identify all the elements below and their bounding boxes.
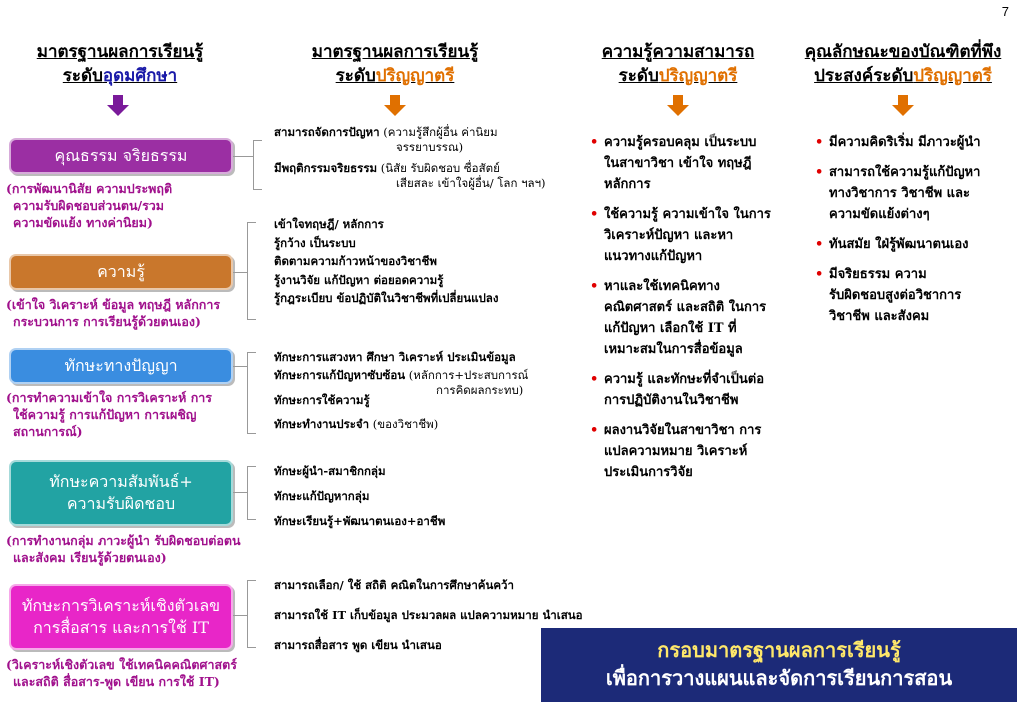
outcome-item: รู้กว้าง เป็นระบบ [274,235,356,250]
outcome-note: (ของวิชาชีพ) [369,417,439,431]
outcome-item: ทักษะแก้ปัญหากลุ่ม [274,489,370,503]
ability-line: หลักการ [604,177,651,192]
connector-line [233,615,247,616]
attribute-item [815,132,1020,153]
header-bachelor-standard [285,40,505,88]
header-prefix: ระดับ [62,66,103,86]
outcome-note: (ความรู้สึกผู้อื่น ค่านิยม [379,125,498,139]
outcome-group-ethics [274,125,546,191]
header-highlight: ปริญญาตรี [658,66,738,86]
desc-line: สถานการณ์) [13,424,83,439]
outcome-bold: มีพฤติกรรมจริยธรรม [274,161,378,175]
bullet-icon: • [590,135,599,150]
outcome-bold: สามารถจัดการปัญหา [274,125,380,139]
attribute-line: สามารถใช้ความรู้แก้ปัญหา [829,165,981,180]
ability-line: หาและใช้เทคนิคทาง [604,279,720,294]
bracket [247,466,256,520]
outcome-item [274,417,528,432]
page-number: 7 [1001,4,1009,19]
attribute-line: ทันสมัย ใฝ่รู้พัฒนาตนเอง [829,237,969,252]
attributes-list [815,132,1020,327]
ability-item [590,420,800,483]
bracket [247,222,256,320]
attribute-line: มีจริยธรรม ความ [829,267,927,282]
bullet-icon: • [590,207,599,222]
ability-line: ใช้ความรู้ ความเข้าใจ ในการ [604,207,771,222]
header-line: มาตรฐานผลการเรียนรู้ [36,42,204,62]
domain-knowledge [9,254,233,290]
domain-title: ทักษะการวิเคราะห์เชิงตัวเลข [21,596,221,615]
outcome-group-interpersonal [274,459,445,534]
ability-line: แนวทางแก้ปัญหา [604,249,703,264]
ability-line: ในสาขาวิชา เข้าใจ ทฤษฎี [604,156,752,171]
ability-item [590,204,800,267]
header-abilities [578,40,778,88]
domain-title: ทักษะความสัมพันธ์+ [49,472,193,491]
desc-line: (เข้าใจ วิเคราะห์ ข้อมูล ทฤษฎี หลักการ [6,297,221,312]
attribute-line: รับผิดชอบสูงต่อวิชาการ [829,288,962,303]
header-line: ความรู้ความสามารถ [601,42,755,62]
outcome-bold: ทักษะทำงานประจำ [274,417,370,431]
domain-ethics-desc [6,180,246,231]
ability-line: ความรู้ครอบคลุม เป็นระบบ [604,135,757,150]
outcome-note: (นิสัย รับผิดชอบ ซื่อสัตย์ [377,161,500,175]
domain-numerical-it [9,584,233,650]
ability-line: คณิตศาสตร์ และสถิติ ในการ [604,300,767,315]
bullet-icon: • [815,165,824,180]
header-highlight: อุดมศึกษา [102,66,178,86]
attribute-line: ความขัดแย้งต่างๆ [829,207,930,222]
domain-cognitive [9,348,233,384]
bullet-icon: • [815,237,824,252]
bullet-icon: • [590,423,599,438]
ability-line: การปฏิบัติงานในวิชาชีพ [604,393,739,408]
domain-title: คุณธรรม จริยธรรม [54,146,188,165]
outcome-item: รู้งานวิจัย แก้ปัญหา ต่อยอดความรู้ [274,272,444,287]
bullet-icon: • [815,267,824,282]
domain-cognitive-desc [6,389,246,440]
outcome-note: เสียสละ เข้าใจผู้อื่น/ โลก ฯลฯ) [396,176,546,190]
attribute-item [815,234,1020,255]
header-line: คุณลักษณะของบัณฑิตที่พึง [804,42,1002,62]
outcome-note: จรรยาบรรณ) [396,140,464,154]
outcome-group-cognitive [274,346,528,432]
header-highlight: ปริญญาตรี [375,66,455,86]
bracket [247,352,256,434]
desc-line: (วิเคราะห์เชิงตัวเลข ใช้เทคนิคคณิตศาสตร์ [6,657,237,672]
outcome-group-numerical-it [274,570,582,660]
connector-line [233,492,247,493]
header-prefix: ประสงค์ระดับ [814,66,914,86]
domain-title: ทักษะทางปัญญา [64,356,178,375]
desc-line: (การทำงานกลุ่ม ภาวะผู้นำ รับผิดชอบต่อตน [6,533,241,548]
header-prefix: ระดับ [335,66,376,86]
banner-subtitle: เพื่อการวางแผนและจัดการเรียนการสอน [605,666,953,690]
header-higher-ed [10,40,230,88]
attribute-item [815,162,1020,225]
attribute-item [815,264,1020,327]
domain-interpersonal [9,460,233,526]
outcome-item: ทักษะการแสวงหา ศึกษา วิเคราะห์ ประเมินข้อมูล [274,350,516,364]
framework-banner [541,628,1017,702]
outcome-item: ทักษะการใช้ความรู้ [274,393,370,407]
ability-line: ผลงานวิจัยในสาขาวิชา การ [604,423,762,438]
desc-line: (การพัฒนานิสัย ความประพฤติ [6,181,173,196]
ability-item [590,369,800,411]
header-line: มาตรฐานผลการเรียนรู้ [311,42,479,62]
desc-line: ความขัดแย้ง ทางค่านิยม) [13,215,153,230]
outcome-item [274,125,546,140]
header-attributes [788,40,1018,88]
domain-title: ความรู้ [97,262,145,281]
bullet-icon: • [590,279,599,294]
outcome-item: ทักษะผู้นำ-สมาชิกกลุ่ม [274,464,386,478]
outcome-item [274,368,528,383]
header-prefix: ระดับ [618,66,659,86]
attribute-line: ทางวิชาการ วิชาชีพ และ [829,186,970,201]
domain-numerical-it-desc [6,656,268,690]
ability-line: ประเมินการวิจัย [604,465,693,480]
outcome-item: ติดตามความก้าวหน้าของวิชาชีพ [274,254,437,268]
outcome-note: (หลักการ+ประสบการณ์ [405,368,529,382]
outcome-item: สามารถสื่อสาร พูด เขียน นำเสนอ [274,638,442,652]
ability-line: วิเคราะห์ปัญหา และหา [604,228,734,243]
desc-line: ใช้ความรู้ การแก้ปัญหา การเผชิญ [13,407,197,422]
connector-line [233,156,253,157]
attribute-line: วิชาชีพ และสังคม [829,309,930,324]
bracket [247,580,256,648]
bracket [253,140,262,190]
connector-line [233,272,247,273]
domain-knowledge-desc [6,296,256,330]
bullet-icon: • [815,135,824,150]
outcome-item: เข้าใจทฤษฎี/ หลักการ [274,217,384,231]
banner-title: กรอบมาตรฐานผลการเรียนรู้ [657,638,901,662]
outcome-note: การคิดผลกระทบ) [436,383,524,397]
ability-item [590,276,800,360]
ability-line: แปลความหมาย วิเคราะห์ [604,444,748,459]
outcome-item [274,161,546,176]
ability-line: เหมาะสมในการสื่อข้อมูล [604,342,743,357]
desc-line: กระบวนการ การเรียนรู้ด้วยตนเอง) [13,314,201,329]
ability-item [590,132,800,195]
outcome-group-knowledge [274,215,498,308]
desc-line: และสังคม เรียนรู้ด้วยตนเอง) [13,550,167,565]
outcome-item: สามารถใช้ IT เก็บข้อมูล ประมวลผล แปลความหมาย นำเสนอ [274,608,583,622]
desc-line: ความรับผิดชอบส่วนตน/รวม [13,198,165,213]
outcome-item: ทักษะเรียนรู้+พัฒนาตนเอง+อาชีพ [274,514,446,528]
outcome-item: รู้กฎระเบียบ ข้อปฏิบัติในวิชาชีพที่เปลี่ยนแปลง [274,291,499,305]
outcome-item: สามารถเลือก/ ใช้ สถิติ คณิตในการศึกษาค้นคว้า [274,578,514,592]
attribute-line: มีความคิดริเริ่ม มีภาวะผู้นำ [829,135,981,150]
outcome-bold: ทักษะการแก้ปัญหาซับซ้อน [274,368,406,382]
connector-line [233,366,247,367]
ability-line: ความรู้ และทักษะที่จำเป็นต่อ [604,372,765,387]
desc-line: (การทำความเข้าใจ การวิเคราะห์ การ [6,390,213,405]
ability-line: แก้ปัญหา เลือกใช้ IT ที่ [604,321,737,336]
domain-ethics [9,138,233,174]
domain-title: ความรับผิดชอบ [66,494,176,513]
domain-interpersonal-desc [6,532,268,566]
desc-line: และสถิติ สื่อสาร-พูด เขียน การใช้ IT) [13,674,220,689]
domain-title: การสื่อสาร และการใช้ IT [33,618,209,637]
abilities-list [590,132,800,483]
header-highlight: ปริญญาตรี [913,66,992,86]
bullet-icon: • [590,372,599,387]
